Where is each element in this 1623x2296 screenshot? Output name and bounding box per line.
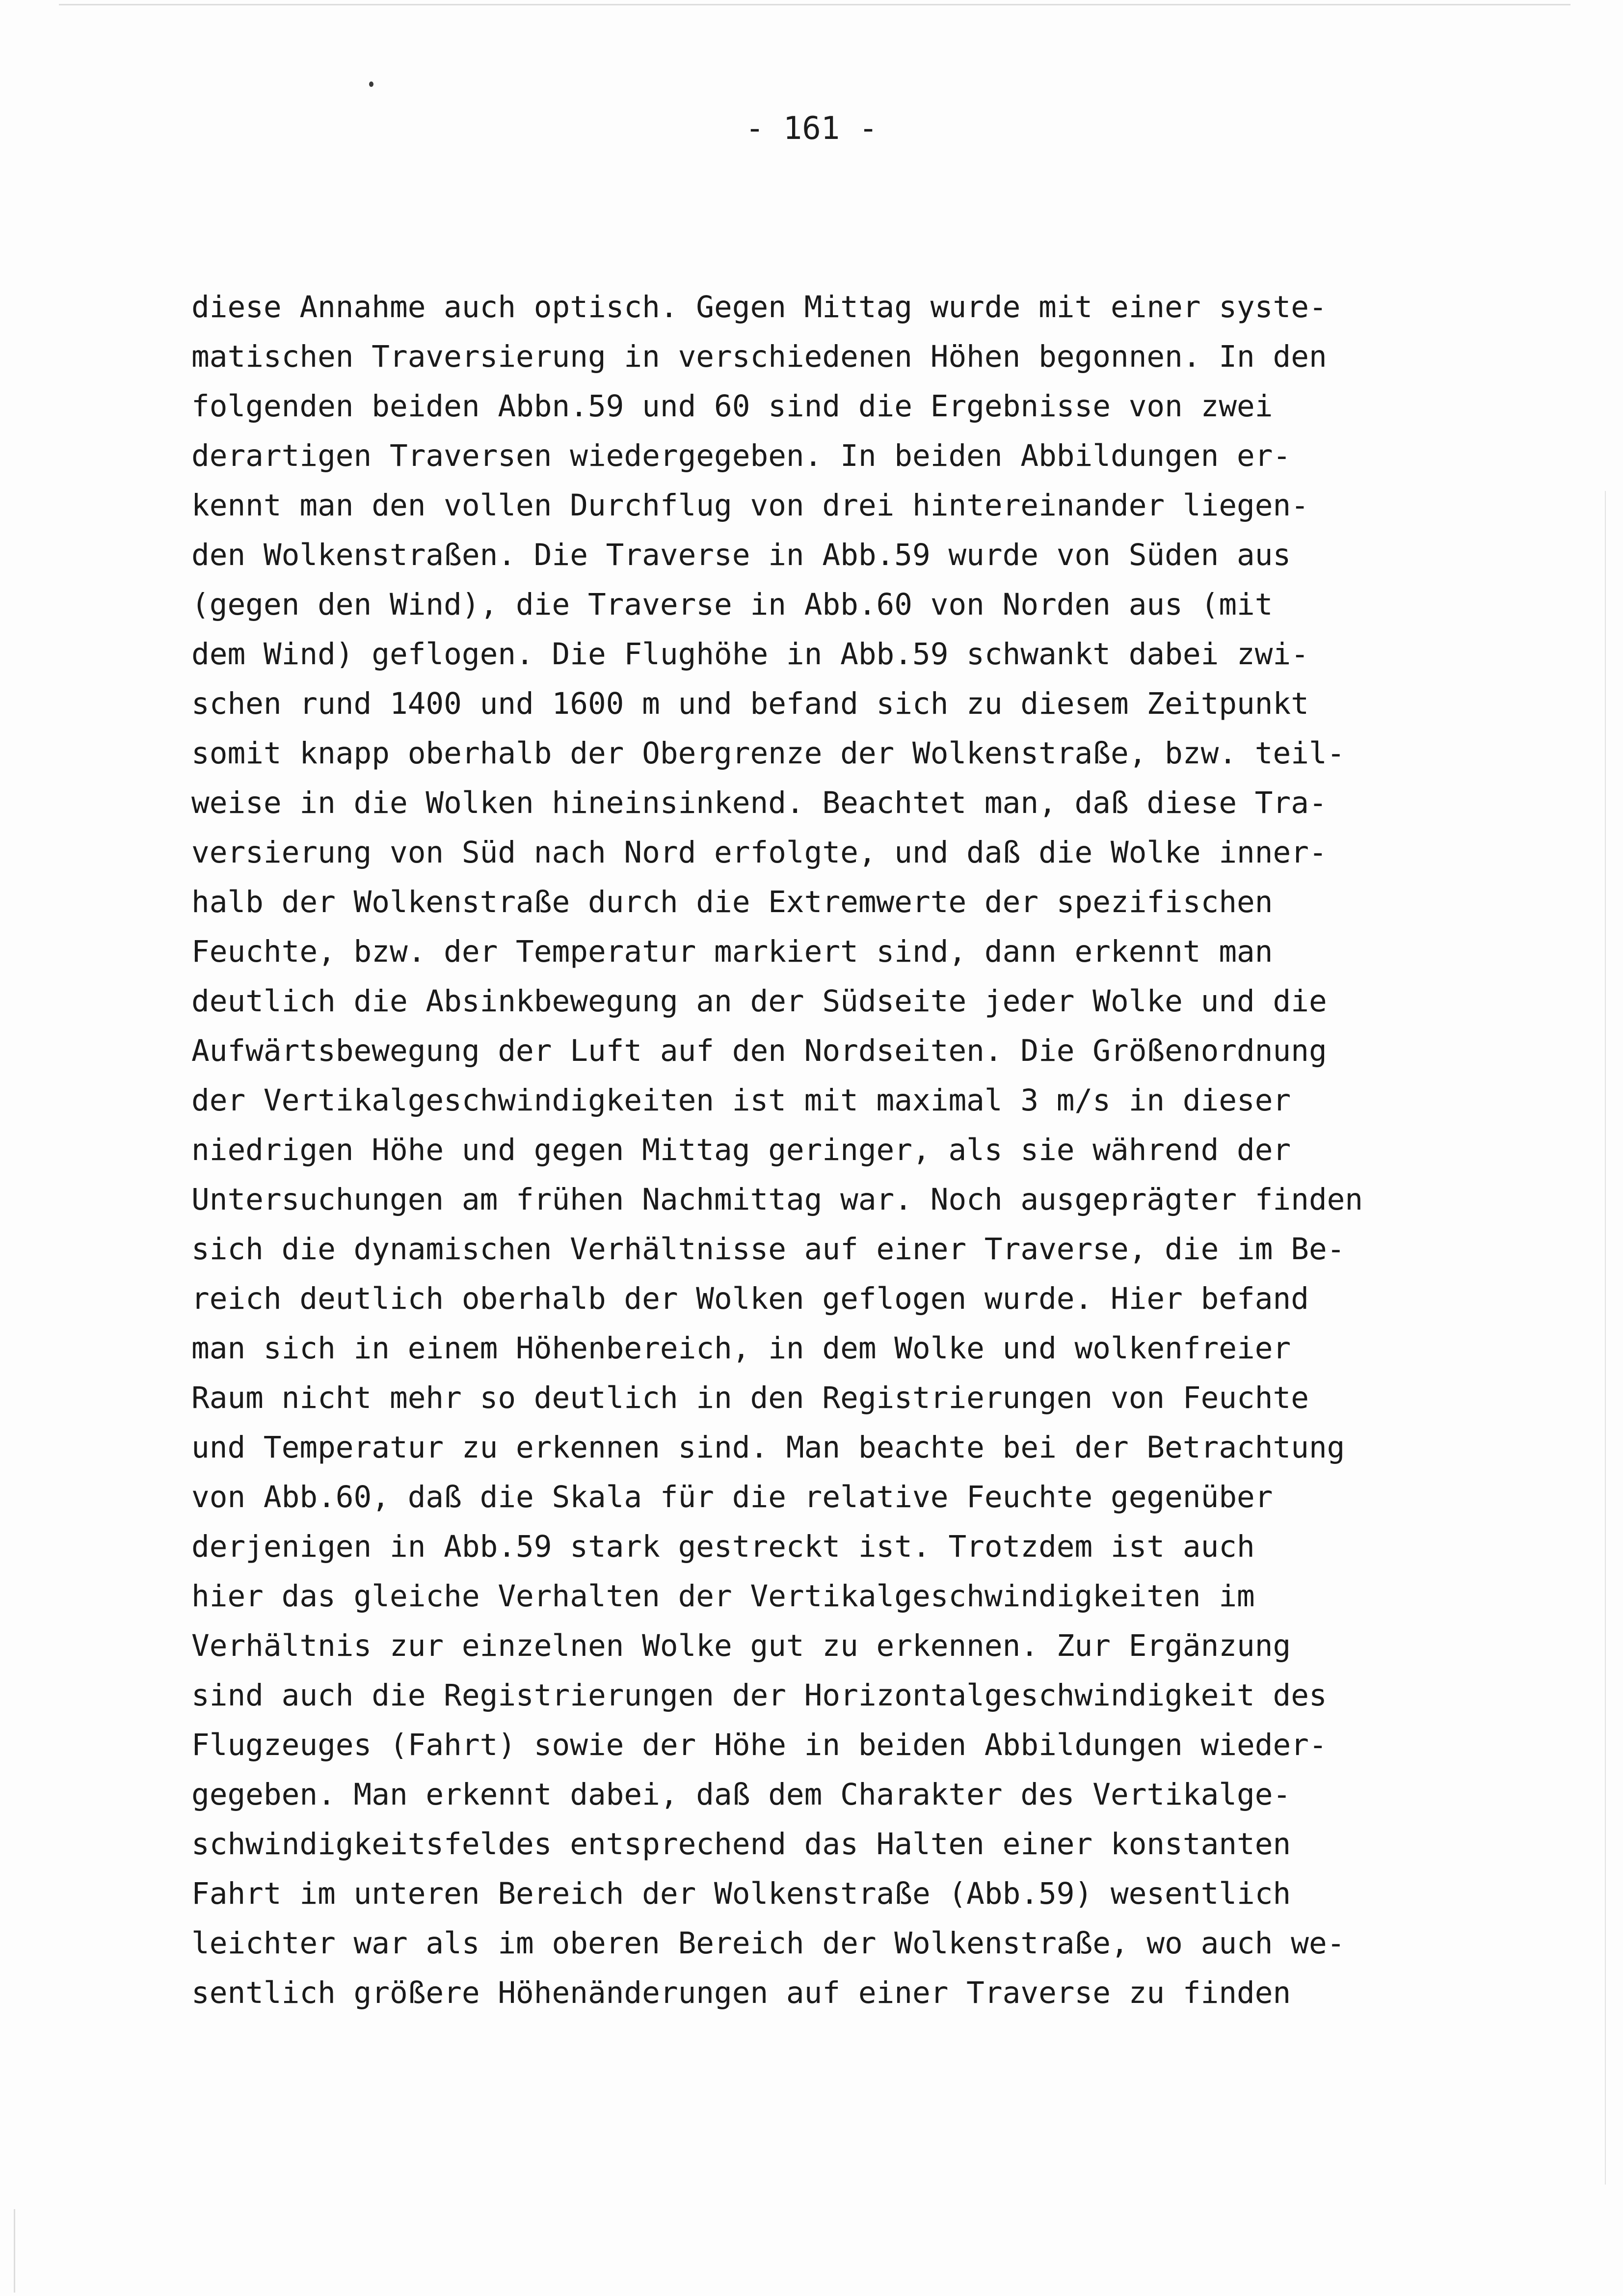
text-line: von Abb.60, daß die Skala für die relative Feuchte gegenüber: [191, 1480, 1273, 1514]
text-line: derartigen Traversen wiedergegeben. In beiden Abbildungen er-: [191, 438, 1291, 473]
text-line: sind auch die Registrierungen der Horizontalgeschwindigkeit des: [191, 1678, 1327, 1713]
text-line: matischen Traversierung in verschiedenen Höhen begonnen. In den: [191, 339, 1327, 374]
text-line: deutlich die Absinkbewegung an der Südseite jeder Wolke und die: [191, 984, 1327, 1019]
scan-edge-left: [14, 2209, 15, 2293]
text-line: leichter war als im oberen Bereich der Wolkenstraße, wo auch we-: [191, 1926, 1345, 1961]
text-line: dem Wind) geflogen. Die Flughöhe in Abb.59 schwankt dabei zwi-: [191, 637, 1309, 672]
text-line: sentlich größere Höhenänderungen auf einer Traverse zu finden: [191, 1975, 1291, 2010]
text-line: kennt man den vollen Durchflug von drei hintereinander liegen-: [191, 488, 1309, 523]
text-line: versierung von Süd nach Nord erfolgte, und daß die Wolke inner-: [191, 835, 1327, 870]
scan-speck: [369, 81, 373, 87]
text-line: Fahrt im unteren Bereich der Wolkenstraße (Abb.59) wesentlich: [191, 1876, 1291, 1911]
text-line: Verhältnis zur einzelnen Wolke gut zu erkennen. Zur Ergänzung: [191, 1628, 1291, 1663]
body-text: [191, 282, 1517, 2018]
text-line: man sich in einem Höhenbereich, in dem Wolke und wolkenfreier: [191, 1331, 1291, 1366]
text-line: schwindigkeitsfeldes entsprechend das Halten einer konstanten: [191, 1827, 1291, 1862]
text-line: reich deutlich oberhalb der Wolken geflogen wurde. Hier befand: [191, 1281, 1309, 1316]
text-line: Aufwärtsbewegung der Luft auf den Nordseiten. Die Größenordnung: [191, 1033, 1327, 1068]
scan-edge-top: [59, 4, 1570, 5]
text-line: der Vertikalgeschwindigkeiten ist mit maximal 3 m/s in dieser: [191, 1083, 1291, 1118]
text-line: diese Annahme auch optisch. Gegen Mittag wurde mit einer syste-: [191, 290, 1327, 324]
text-line: Raum nicht mehr so deutlich in den Registrierungen von Feuchte: [191, 1380, 1309, 1415]
text-line: folgenden beiden Abbn.59 und 60 sind die Ergebnisse von zwei: [191, 389, 1273, 424]
text-line: Flugzeuges (Fahrt) sowie der Höhe in beiden Abbildungen wieder-: [191, 1728, 1327, 1762]
text-line: halb der Wolkenstraße durch die Extremwerte der spezifischen: [191, 885, 1273, 919]
text-line: schen rund 1400 und 1600 m und befand sich zu diesem Zeitpunkt: [191, 686, 1309, 721]
text-line: den Wolkenstraßen. Die Traverse in Abb.59 wurde von Süden aus: [191, 538, 1291, 572]
page-number: - 161 -: [745, 110, 878, 147]
text-line: derjenigen in Abb.59 stark gestreckt ist. Trotzdem ist auch: [191, 1529, 1255, 1564]
text-line: (gegen den Wind), die Traverse in Abb.60 von Norden aus (mit: [191, 587, 1273, 622]
text-line: somit knapp oberhalb der Obergrenze der Wolkenstraße, bzw. teil-: [191, 736, 1345, 771]
scan-edge-right: [1605, 491, 1606, 2185]
text-line: hier das gleiche Verhalten der Vertikalgeschwindigkeiten im: [191, 1579, 1255, 1614]
text-line: niedrigen Höhe und gegen Mittag geringer, als sie während der: [191, 1133, 1291, 1167]
text-line: sich die dynamischen Verhältnisse auf einer Traverse, die im Be-: [191, 1232, 1345, 1267]
text-line: Feuchte, bzw. der Temperatur markiert sind, dann erkennt man: [191, 934, 1273, 969]
text-line: Untersuchungen am frühen Nachmittag war. Noch ausgeprägter finden: [191, 1182, 1363, 1217]
text-line: weise in die Wolken hineinsinkend. Beachtet man, daß diese Tra-: [191, 785, 1327, 820]
text-line: und Temperatur zu erkennen sind. Man beachte bei der Betrachtung: [191, 1430, 1345, 1465]
text-line: gegeben. Man erkennt dabei, daß dem Charakter des Vertikalge-: [191, 1777, 1291, 1812]
